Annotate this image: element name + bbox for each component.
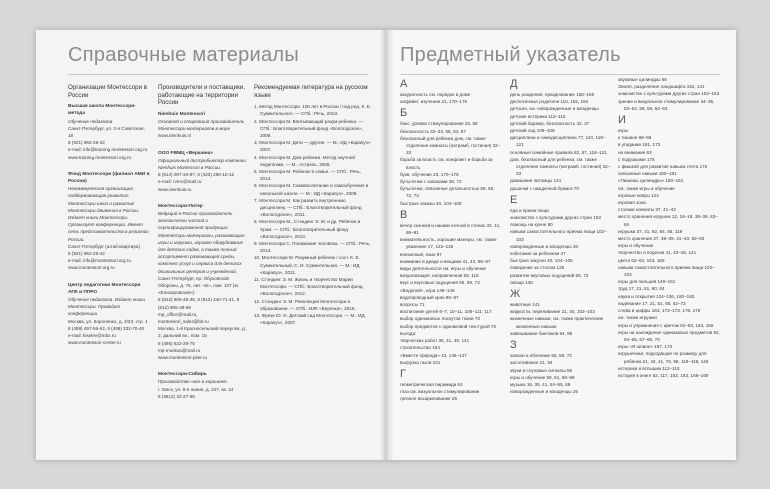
index-entry: детский бармер, безопасность 32, 37	[510, 120, 590, 126]
index-entry: игры и обучение	[618, 243, 654, 249]
index-column-2	[510, 76, 612, 395]
index-entry: помощь на кухне 80	[510, 222, 553, 228]
index-entry: виды деятельности см. игры и обучение	[400, 266, 487, 272]
literature-item: 10. Монтессори М. Разумный ребенок / сост. К. Е. Сумнительный, С. И. Сумнительная. — М.: ИД «Карапуз», 2011.	[254, 255, 360, 275]
index-column-3	[618, 76, 722, 379]
block-line: Санкт-Петербург, пр. Обуховской Обороны, д. 76, лит. «Б», пом. 107 (м. «Елизаровская»)	[158, 275, 239, 296]
block-line: www.montessori-piter.ru	[158, 355, 208, 361]
index-entry: игры «Я шпион» 167, 173	[618, 344, 673, 350]
index-letter: Г	[400, 367, 406, 380]
left-page	[36, 30, 386, 460]
block-line: 8 (499) 497-56-62, 8 (499) 232-70-40	[68, 325, 145, 331]
block-line: Обучение педагогов	[68, 118, 113, 124]
block-line: e-mail: rvmc@mail.ru	[158, 179, 202, 185]
index-entry: алфавит, изучение 21, 170–175	[400, 99, 468, 105]
index-entry: глаз см. визуальное стимулирование	[400, 389, 480, 395]
index-entry: на внимание 63	[618, 149, 652, 155]
block-line: 8 (921) 962-26-42	[68, 251, 105, 257]
block-line: e-mail: info@montessori.org.ru	[68, 258, 131, 264]
right-page	[386, 30, 736, 460]
index-entry: животные 141	[510, 302, 540, 308]
index-entry: деспотичные родители 110, 162, 184	[510, 99, 589, 105]
column-heading: Организации Монтессори в России	[68, 84, 148, 99]
index-entry: дошачки с наждачной бумаги 70	[510, 185, 579, 191]
block-gap	[158, 400, 246, 406]
block-line: www.montessori-center.ru	[68, 340, 121, 346]
literature-item: 3. Монтессори М. Дети — другие. — М.: ИД «Карапуз», 2007.	[254, 140, 372, 153]
index-entry: воспитание детей 6–7, 10–11, 108–111, 117	[400, 309, 492, 315]
index-entry: новорожденные и младенцы 26	[510, 243, 578, 249]
index-entry: детский сад 108–109	[510, 128, 555, 134]
literature-item: 6. Монтессори М. Самовоспитание и самообучение в начальной школе. — М.: ИД «Карапуз», 2009.	[254, 183, 369, 196]
block-line: Санкт-Петербург, ул. 2-я Советская, 18	[68, 125, 145, 138]
block-line: mp-moskva@mail.ru	[158, 347, 201, 353]
literature-item: 7. Монтессори М. Как развить внутреннюю дисциплину. — СПб.: Благотворительный фонд «Вологодское», 2011.	[254, 197, 362, 218]
index-entry: бутылочки с запахами 39, 72	[400, 179, 462, 185]
index-entry: к тишине 68–69	[618, 135, 652, 141]
index-entry: жизненные навыки, см. также практические жизненные навыки	[510, 316, 604, 329]
index-entry: игровые ковры 124	[618, 192, 659, 198]
index-entry: знакомство с культурами других стран 153	[510, 215, 601, 221]
block-gap	[158, 193, 246, 199]
book-gutter	[380, 30, 394, 460]
index-entry: труд 17, 21, 51, 60, 64	[618, 286, 665, 292]
title-rule	[400, 74, 720, 75]
index-entry: внезапный, язык 87	[400, 251, 442, 257]
index-entry: внимательность, хорошие манеры, см. также уважение 17, 122–125	[400, 237, 497, 250]
index-entry: «Водопой», игра 148–149	[400, 287, 455, 293]
index-entry: основные семейные правила 82, 87, 118–121	[510, 149, 607, 155]
column-heading: Производители и поставщики, работающие на территории России	[158, 84, 245, 107]
index-entry: строительство 154	[400, 345, 440, 351]
index-entry: букв, обучение 23, 170–175	[400, 171, 459, 177]
index-entry: дом, безопасный для ребенка, см. также отделение комнаты (натрамб, гостиная) 32–33	[510, 156, 611, 177]
index-entry: день рождения, празднование 156–159	[510, 92, 595, 97]
block-line: www.training.montessori.org.ru	[68, 154, 132, 160]
index-column-1	[400, 76, 502, 403]
block-gap	[158, 140, 246, 146]
index-entry: игрушечная, подходящие по размеру для ребенка 21, 43, 41, 78, 98, 118–119, 146	[618, 351, 709, 364]
index-entry: игры	[618, 128, 629, 134]
block-line: Официальный дистрибьютор компании Nienhuis Montessori в России.	[158, 157, 246, 170]
block-line: Основной и старейший производитель Монтессори-материалов в мире	[158, 118, 245, 132]
organizations-column	[68, 84, 150, 352]
block-line: г. Омск, ул. 9-я линия, д. 227, кв. 24	[158, 386, 234, 392]
block-line: 8 (921) 962-26-42	[68, 140, 105, 146]
block-line: Производство «все в хорошем»	[158, 379, 228, 385]
index-letter: Д	[510, 78, 518, 90]
index-entry: детские истерики 112–115	[510, 113, 566, 119]
index-entry: слова и цифры 163, 172–173, 176, 179	[618, 308, 701, 314]
index-entry: навыки самостоятельного приема пищи 102–103	[618, 264, 715, 278]
index-entry: игры и обучение 59, 61, 68–69	[510, 374, 575, 380]
literature-item: 9. Монтессори С. Понимание человека. — СПб.: Речь, 2013.	[254, 241, 371, 254]
index-entry: грязное вскармливание 26	[400, 396, 457, 402]
index-letter: В	[400, 208, 408, 221]
block-title: Монтессори-Питер	[158, 203, 203, 209]
index-entry: наука и открытия 134–136, 180–183	[618, 293, 695, 299]
title-rule	[68, 74, 368, 75]
index-entry: геометрическая пирамида 64	[400, 381, 463, 387]
block-title: Центр педагогики Монтессори АПК и ППРО	[68, 282, 141, 295]
index-entry: овощи 138	[510, 279, 533, 285]
index-entry: выгода:	[400, 330, 417, 336]
index-entry: водопроводный кран 86–87	[400, 294, 459, 300]
index-entry: выбор предметов с одинаковой текстурой 70	[400, 323, 497, 329]
index-entry: с фишкой для развития навыка счета 176	[618, 164, 708, 170]
index-entry: новорожденные и младенцы 25	[510, 389, 578, 395]
block-line: Москва, ул. Короленко, д. 2/23, стр. 1	[68, 318, 148, 324]
block-line: 8 (914) 007-34-97, 8 (423) 250-10-12	[158, 172, 235, 178]
index-entry: «Вместе природа» 43, 146–147	[400, 352, 467, 358]
index-entry: поведение за столом 125	[510, 265, 565, 271]
index-entry: звуки и слуховые сигналы 58	[510, 367, 573, 373]
index-entry: игры для пальцев 148–151	[618, 279, 676, 285]
index-entry: быстрые заказы 40, 104–105	[400, 200, 462, 206]
index-entry: место хранения 37, 38–39, 41–43, 82–83	[618, 236, 705, 242]
index-entry: дисциплина и самодисциплина 77, 110, 119–121	[510, 135, 606, 148]
index-entry: игровая зона	[618, 200, 646, 206]
right-page-title: Предметный указатель	[400, 44, 621, 66]
literature-list	[254, 103, 372, 326]
index-entry: знакомство с культурами других стран 152–153	[618, 91, 720, 97]
index-entry: зрение и визуальное стимулирование 34–35, 53–54, 56, 59, 62–63	[618, 98, 715, 111]
literature-item: 12. Стэндинг Э. М. Революция Монтессори в образовании. — СПб.: ИЛК «Березка», 2015.	[254, 298, 356, 311]
block-line: Москва, 1-й Красносельский переулок, д. 3, дальний вх., пом. 15	[158, 326, 246, 339]
index-entry: игрушки 37, 41, 82, 84, 85, 119	[618, 228, 683, 234]
index-entry: домашние питомцы 141	[510, 178, 562, 184]
index-entry: с подушками 175	[618, 156, 655, 162]
literature-column	[254, 84, 372, 326]
index-entry: Земля, разделение ландшафта 154, 141	[618, 84, 705, 90]
index-entry: безопасность 32–33, 58, 84, 87	[400, 128, 466, 134]
index-letter: Е	[510, 193, 518, 206]
index-entry: выгрузка пыли 101	[400, 359, 441, 365]
index-entry: история в книге 82, 117, 162, 163, 168–169	[618, 372, 709, 378]
block-line: Некоммерческая организация, поддерживающая развитие Монтессори-школ и развитие Монтессори-движения в России. Издает книги Монтессори. Организует конференции. Имеет сеть представительств в регионах России.	[68, 186, 149, 242]
index-entry: избегание за ребенком 47	[510, 251, 566, 257]
index-letter: И	[618, 114, 626, 127]
literature-item: 5. Монтессори М. Ребенок в семье. — СПб.: Речь, 2014.	[254, 169, 362, 182]
index-entry: запахи и обоняние 55, 59, 72	[510, 353, 572, 359]
block-line: 8 (3812) 32-27-96	[158, 393, 195, 399]
literature-item: 4. Монтессори М. Дом ребенка. Метод научной педагогики. — М.: Астрель, 2006.	[254, 154, 355, 167]
block-line: mp_office@mail.ru, montessori_sales@bk.ru	[158, 311, 209, 325]
index-entry: вкус и вкусовые ощущения 55, 59, 73	[400, 280, 480, 286]
book-spread	[36, 30, 736, 460]
index-entry: развитие вкусовых ощущений 55, 73	[510, 272, 589, 278]
literature-item: 1. Метод Монтессори. 100 лет в России / под ред. К. Е. Сумнительного. — СПб.: Речь, 2013.	[254, 104, 372, 117]
index-letter: Б	[400, 107, 408, 120]
index-entry: см. также игрушки	[618, 315, 657, 321]
index-entry: бокс, уровни стимулирования 33, 58	[400, 121, 478, 127]
block-title: Nienhuis Montessori	[158, 111, 206, 117]
left-page-title: Справочные материалы	[68, 44, 300, 66]
index-entry: застегивание 21, 94	[510, 360, 553, 366]
literature-item: 8. Монтессори М., Стэндинг Э. М. и др. Ребенок и Храм. — СПб.: Благотворительный фонд «Вологодское», 2013.	[254, 219, 361, 239]
index-entry: игры на нахождение одинаковых предметов 62, 64–65, 67–68, 70	[618, 329, 720, 342]
index-entry: столики комнаты 37, 41–43	[618, 207, 676, 213]
block-title: Высшая школа Монтессори-метода	[68, 104, 136, 117]
block-line: 8 (495) 622-29-75	[158, 340, 195, 346]
index-entry: звуковые цилиндры 68	[618, 77, 667, 82]
index-entry: истерики и вспышки 112–115	[618, 365, 680, 371]
block-line: e-mail: info@training.montessori.org.ru	[68, 147, 148, 153]
index-letter: Ж	[510, 288, 521, 301]
index-entry: вечер скачкой и нашим ночной в стенах 33, 41, 86–91	[400, 222, 501, 236]
literature-item: 11. Стэндинг Э. М. Жизнь и творчество Марии Монтессори. — СПб.: Благотворительный фонд «Вологодское», 2012.	[254, 277, 363, 297]
index-entry: внимание в диаде и вещами 41, 43, 96–97	[400, 258, 491, 264]
index-entry: навыки самостоятельного приема пищи 102–103	[510, 229, 607, 242]
block-gap	[158, 361, 246, 367]
block-title: Фонд Монтессори (филиал АМИ в России)	[68, 171, 150, 185]
index-entry: музыка 16, 35, 41, 54–55, 69	[510, 381, 571, 387]
block-title: ООО РВМЦ «Вершина»	[158, 150, 213, 156]
index-entry: связанные навыки 180–181	[618, 171, 677, 177]
literature-item: 2. Монтессори М. Впитывающий разум ребенка. — СПб.: Благотворительный фонд «Вологодское», 2009.	[254, 118, 364, 138]
index-entry: творческих работ 35, 41, 45, 141	[400, 338, 470, 344]
block-line: 8 (812) 905-48-36, 8 (812) 440-71-41, 8 (812) 905-48-66	[158, 297, 240, 310]
block-title: Монтессори-Сибирь	[158, 372, 207, 378]
block-line: Обучение педагогов. Издает книги Монтессори. Проводит конференции.	[68, 297, 145, 317]
literature-item: 13. Фрезе Ю. И. Детский сад Монтессори. — М.: ИД «Карапуз», 2007.	[254, 313, 365, 326]
index-entry: детская, см. новорожденные и младенцы	[510, 106, 599, 112]
index-entry: вопросы 71	[400, 302, 425, 308]
index-entry: цвета 62–63, 163, 166	[618, 257, 665, 263]
block-line: www.nienhuis.ru	[158, 186, 192, 192]
block-line: Ведущий в России производитель экологически чистой и сертифицированной продукции: Монтессори-материалы, развивающие игры и игрушки, игровое оборудование для детских садов, а также полный ассортимент развивающей среды, комплекс услуг и сервиса для детских дошкольных центров и учреждений.	[158, 211, 245, 274]
index-entry: надевание 17, 21, 51, 60, 62–73	[618, 300, 686, 306]
index-entry: борьба за власть см. конфликт и борьба за власть	[400, 157, 493, 170]
index-entry: быстрые закуски 40, 104–105	[510, 258, 573, 264]
block-gap	[68, 346, 150, 352]
index-entry: «Пишешь цилиндры» 150–151	[618, 178, 684, 184]
index-entry: визуализация, направленная 69, 116	[400, 273, 479, 279]
index-entry: еда и прием пищи	[510, 207, 549, 213]
block-gap	[68, 161, 150, 167]
index-letter: А	[400, 78, 408, 90]
index-letter: З	[510, 339, 517, 352]
block-line: www.montessori.org.ru	[68, 265, 115, 271]
index-entry: жидкости, переливание 21, 40, 102–103	[510, 309, 595, 315]
index-entry: в угадание 161, 173	[618, 142, 661, 148]
index-entry: выбор одинаковых лоскутов ткани 70	[400, 316, 481, 322]
block-line: www.nienhuis.nl	[158, 133, 191, 139]
block-line: e-mail: kiselev@mbx.ru	[68, 333, 116, 339]
block-line: Санкт-Петербург (штаб-квартира)	[68, 243, 141, 249]
suppliers-column	[158, 84, 246, 406]
index-entry: место хранения игрушек 12, 18–19, 38–39, 83–84	[618, 214, 718, 227]
index-entry: безопасный для ребенка дом, см. также отделение комнаты (натрамб, гостиная) 32–33	[400, 135, 501, 156]
index-entry: завязывание бантиков 94, 95	[510, 330, 573, 336]
index-entry: аккуратность см. порядок в доме	[400, 92, 471, 97]
index-entry: бутылочки, связанные детальностью 59, 68, 72, 73	[400, 186, 495, 199]
block-gap	[68, 272, 150, 278]
index-entry: игры и упражнения с цветом 62–63, 163, 166	[618, 322, 714, 328]
column-heading: Рекомендуемая литература на русском языке	[254, 84, 368, 99]
index-entry: творчество и поделки 41, 43–45, 141	[618, 250, 697, 256]
index-entry: см. также игры и обучение	[618, 185, 675, 191]
